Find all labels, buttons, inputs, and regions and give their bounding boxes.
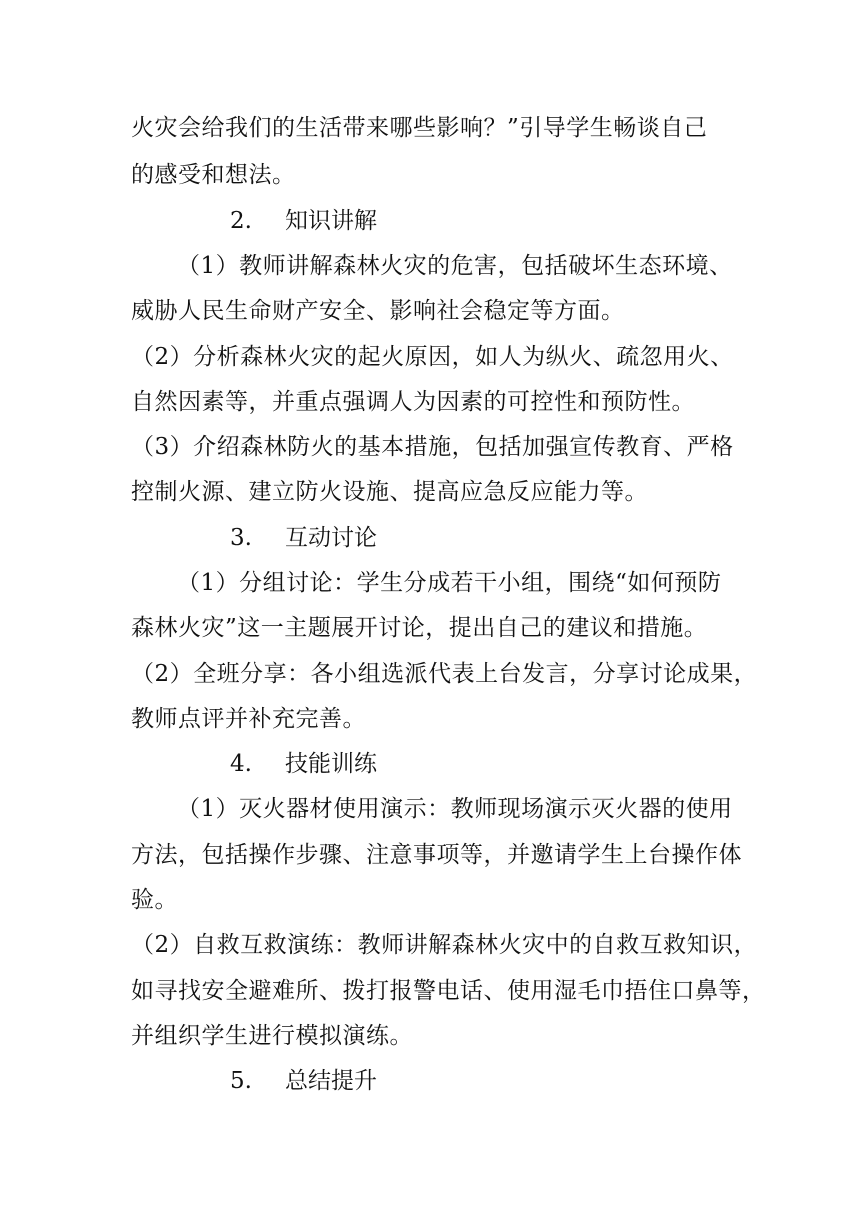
- paragraph-line: 森林火灾”这一主题展开讨论，提出自己的建议和措施。: [131, 615, 708, 641]
- heading-text: 互动讨论: [285, 525, 377, 551]
- heading-number: 2.: [230, 208, 252, 234]
- paragraph-line: 并组织学生进行模拟演练。: [131, 1023, 413, 1049]
- paragraph-line: 威胁人民生命财产安全、影响社会稳定等方面。: [131, 298, 625, 324]
- paragraph-line: 的感受和想法。: [131, 162, 296, 188]
- paragraph-line: 如寻找安全避难所、拨打报警电话、使用湿毛巾捂住口鼻等，: [131, 978, 766, 1004]
- paragraph-line: 自然因素等，并重点强调人为因素的可控性和预防性。: [131, 389, 695, 415]
- paragraph-line: （1）教师讲解森林火灾的危害，包括破坏生态环境、: [177, 253, 733, 279]
- paragraph-line: 教师点评并补充完善。: [131, 706, 366, 732]
- paragraph-line: 控制火源、建立防火设施、提高应急反应能力等。: [131, 479, 648, 505]
- paragraph-line: 火灾会给我们的生活带来哪些影响？”引导学生畅谈自己: [131, 115, 708, 141]
- heading-number: 5.: [230, 1068, 252, 1094]
- paragraph-line: 方法，包括操作步骤、注意事项等，并邀请学生上台操作体: [131, 842, 742, 868]
- paragraph-line: （2）自救互救演练：教师讲解森林火灾中的自救互救知识，: [131, 932, 758, 958]
- heading-number: 3.: [230, 525, 252, 551]
- paragraph-line: （2）全班分享：各小组选派代表上台发言，分享讨论成果，: [131, 661, 758, 687]
- paragraph-line: 验。: [131, 887, 178, 913]
- paragraph-line: （3）介绍森林防火的基本措施，包括加强宣传教育、严格: [131, 434, 734, 460]
- paragraph-line: （1）分组讨论：学生分成若干小组，围绕“如何预防: [177, 570, 722, 596]
- paragraph-line: （2）分析森林火灾的起火原因，如人为纵火、疏忽用火、: [131, 344, 734, 370]
- heading-text: 技能训练: [285, 751, 377, 777]
- heading-number: 4.: [230, 751, 252, 777]
- heading-text: 总结提升: [285, 1068, 377, 1094]
- heading-text: 知识讲解: [285, 208, 377, 234]
- paragraph-line: （1）灭火器材使用演示：教师现场演示灭火器的使用: [177, 796, 733, 822]
